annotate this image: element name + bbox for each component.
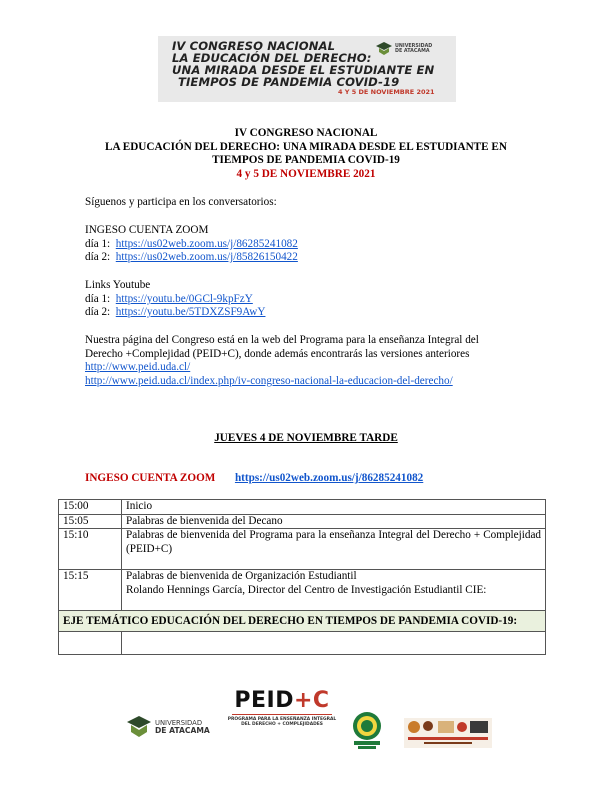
zoom-day1-link[interactable]: https://us02web.zoom.us/j/86285241082: [115, 237, 298, 250]
page-title: [0, 127, 612, 181]
row-text: Palabras de bienvenida del Decano: [122, 514, 546, 529]
session-zoom-line: [85, 472, 423, 484]
peid-home-link[interactable]: http://www.peid.uda.cl/: [85, 361, 191, 374]
row-text: Palabras de bienvenida del Programa para la enseñanza Integral del Derecho + Complejidad (PEID+C): [122, 529, 546, 570]
peid-main: PEID: [234, 688, 294, 713]
row-time-empty: [59, 631, 122, 654]
table-row: [59, 514, 546, 529]
law-faculty-seal-icon: [346, 710, 388, 750]
row-text-empty: [122, 631, 546, 654]
row-time: 15:05: [59, 514, 122, 529]
session-zoom-link[interactable]: https://us02web.zoom.us/j/86285241082: [234, 472, 424, 484]
student-organization-logo-icon: [404, 718, 492, 748]
banner-uni-line-2: DE ATACAMA: [395, 49, 430, 54]
congress-page-link[interactable]: http://www.peid.uda.cl/index.php/iv-congreso-nacional-la-educacion-del-derecho/: [85, 374, 453, 387]
youtube-day2-link[interactable]: https://youtu.be/5TDXZSF9AwY: [115, 306, 266, 319]
footer-uni-line-1: UNIVERSIDAD: [155, 719, 203, 727]
page-info-line-1: Nuestra página del Congreso está en la web del Programa para la enseñanza Integral del: [85, 334, 479, 346]
row-text-line-2: Rolando Hennings García, Director del Centro de Investigación Estudiantil CIE:: [126, 583, 487, 596]
peid-sub-2: DEL DERECHO + COMPLEJIDADES: [241, 722, 323, 727]
banner-line-2: LA EDUCACIÓN DEL DERECHO:: [172, 51, 372, 65]
footer-university-logo: [127, 716, 210, 738]
banner-line-1: IV CONGRESO NACIONAL: [172, 39, 336, 53]
row-time: 15:15: [59, 570, 122, 611]
peid-sub-1: PROGRAMA PARA LA ENSEÑANZA INTEGRAL: [227, 717, 337, 722]
table-row: [59, 570, 546, 611]
zoom-day1-label: día 1:: [85, 237, 111, 250]
youtube-title: Links Youtube: [85, 279, 151, 291]
intro-text: Síguenos y participa en los conversatorios:: [85, 196, 277, 208]
title-date: 4 y 5 DE NOVIEMBRE 2021: [236, 167, 376, 180]
session-zoom-label: INGESO CUENTA ZOOM: [85, 472, 216, 484]
row-time: 15:00: [59, 500, 122, 515]
row-text: Inicio: [122, 500, 546, 515]
banner-line-3: UNA MIRADA DESDE EL ESTUDIANTE EN: [172, 63, 435, 77]
eje-heading: EJE TEMÁTICO EDUCACIÓN DEL DERECHO EN TIEMPOS DE PANDEMIA COVID-19:: [59, 611, 546, 632]
university-crest-icon: [127, 716, 151, 738]
title-line-3: TIEMPOS DE PANDEMIA COVID-19: [212, 154, 400, 166]
zoom-day2-link[interactable]: https://us02web.zoom.us/j/85826150422: [115, 251, 298, 264]
banner-university-logo: [376, 42, 432, 56]
youtube-section: [85, 279, 265, 320]
zoom-section: [85, 224, 298, 265]
banner-line-4: TIEMPOS DE PANDEMIA COVID-19: [178, 75, 400, 89]
footer-uni-line-2: DE ATACAMA: [155, 726, 210, 735]
table-row: [59, 631, 546, 654]
banner-uni-line-1: UNIVERSIDAD: [395, 44, 433, 49]
youtube-day1-link[interactable]: https://youtu.be/0GCl-9kpFzY: [115, 292, 253, 305]
zoom-title: INGESO CUENTA ZOOM: [85, 224, 209, 236]
congress-banner: [158, 36, 456, 102]
table-row: [59, 500, 546, 515]
banner-dates: 4 Y 5 DE NOVIEMBRE 2021: [338, 88, 435, 96]
university-crest-icon: [376, 42, 392, 56]
row-text-line-1: Palabras de bienvenida de Organización Estudiantil: [126, 570, 357, 582]
page-info-line-2: Derecho +Complejidad (PEID+C), donde además encontrarás las versiones anteriores: [85, 347, 470, 360]
title-line-2: LA EDUCACIÓN DEL DERECHO: UNA MIRADA DESDE EL ESTUDIANTE EN: [105, 140, 507, 153]
title-line-1: IV CONGRESO NACIONAL: [234, 127, 378, 139]
row-text: [122, 570, 546, 611]
zoom-day2-label: día 2:: [85, 251, 111, 264]
schedule-table: [58, 499, 546, 655]
page-info: [85, 334, 479, 388]
eje-row: [59, 611, 546, 632]
youtube-day1-label: día 1:: [85, 292, 111, 305]
day-heading: JUEVES 4 DE NOVIEMBRE TARDE: [214, 432, 398, 444]
peid-logo: [222, 688, 342, 727]
youtube-day2-label: día 2:: [85, 306, 111, 319]
table-row: [59, 529, 546, 570]
row-time: 15:10: [59, 529, 122, 570]
peid-plus: +C: [294, 688, 330, 713]
